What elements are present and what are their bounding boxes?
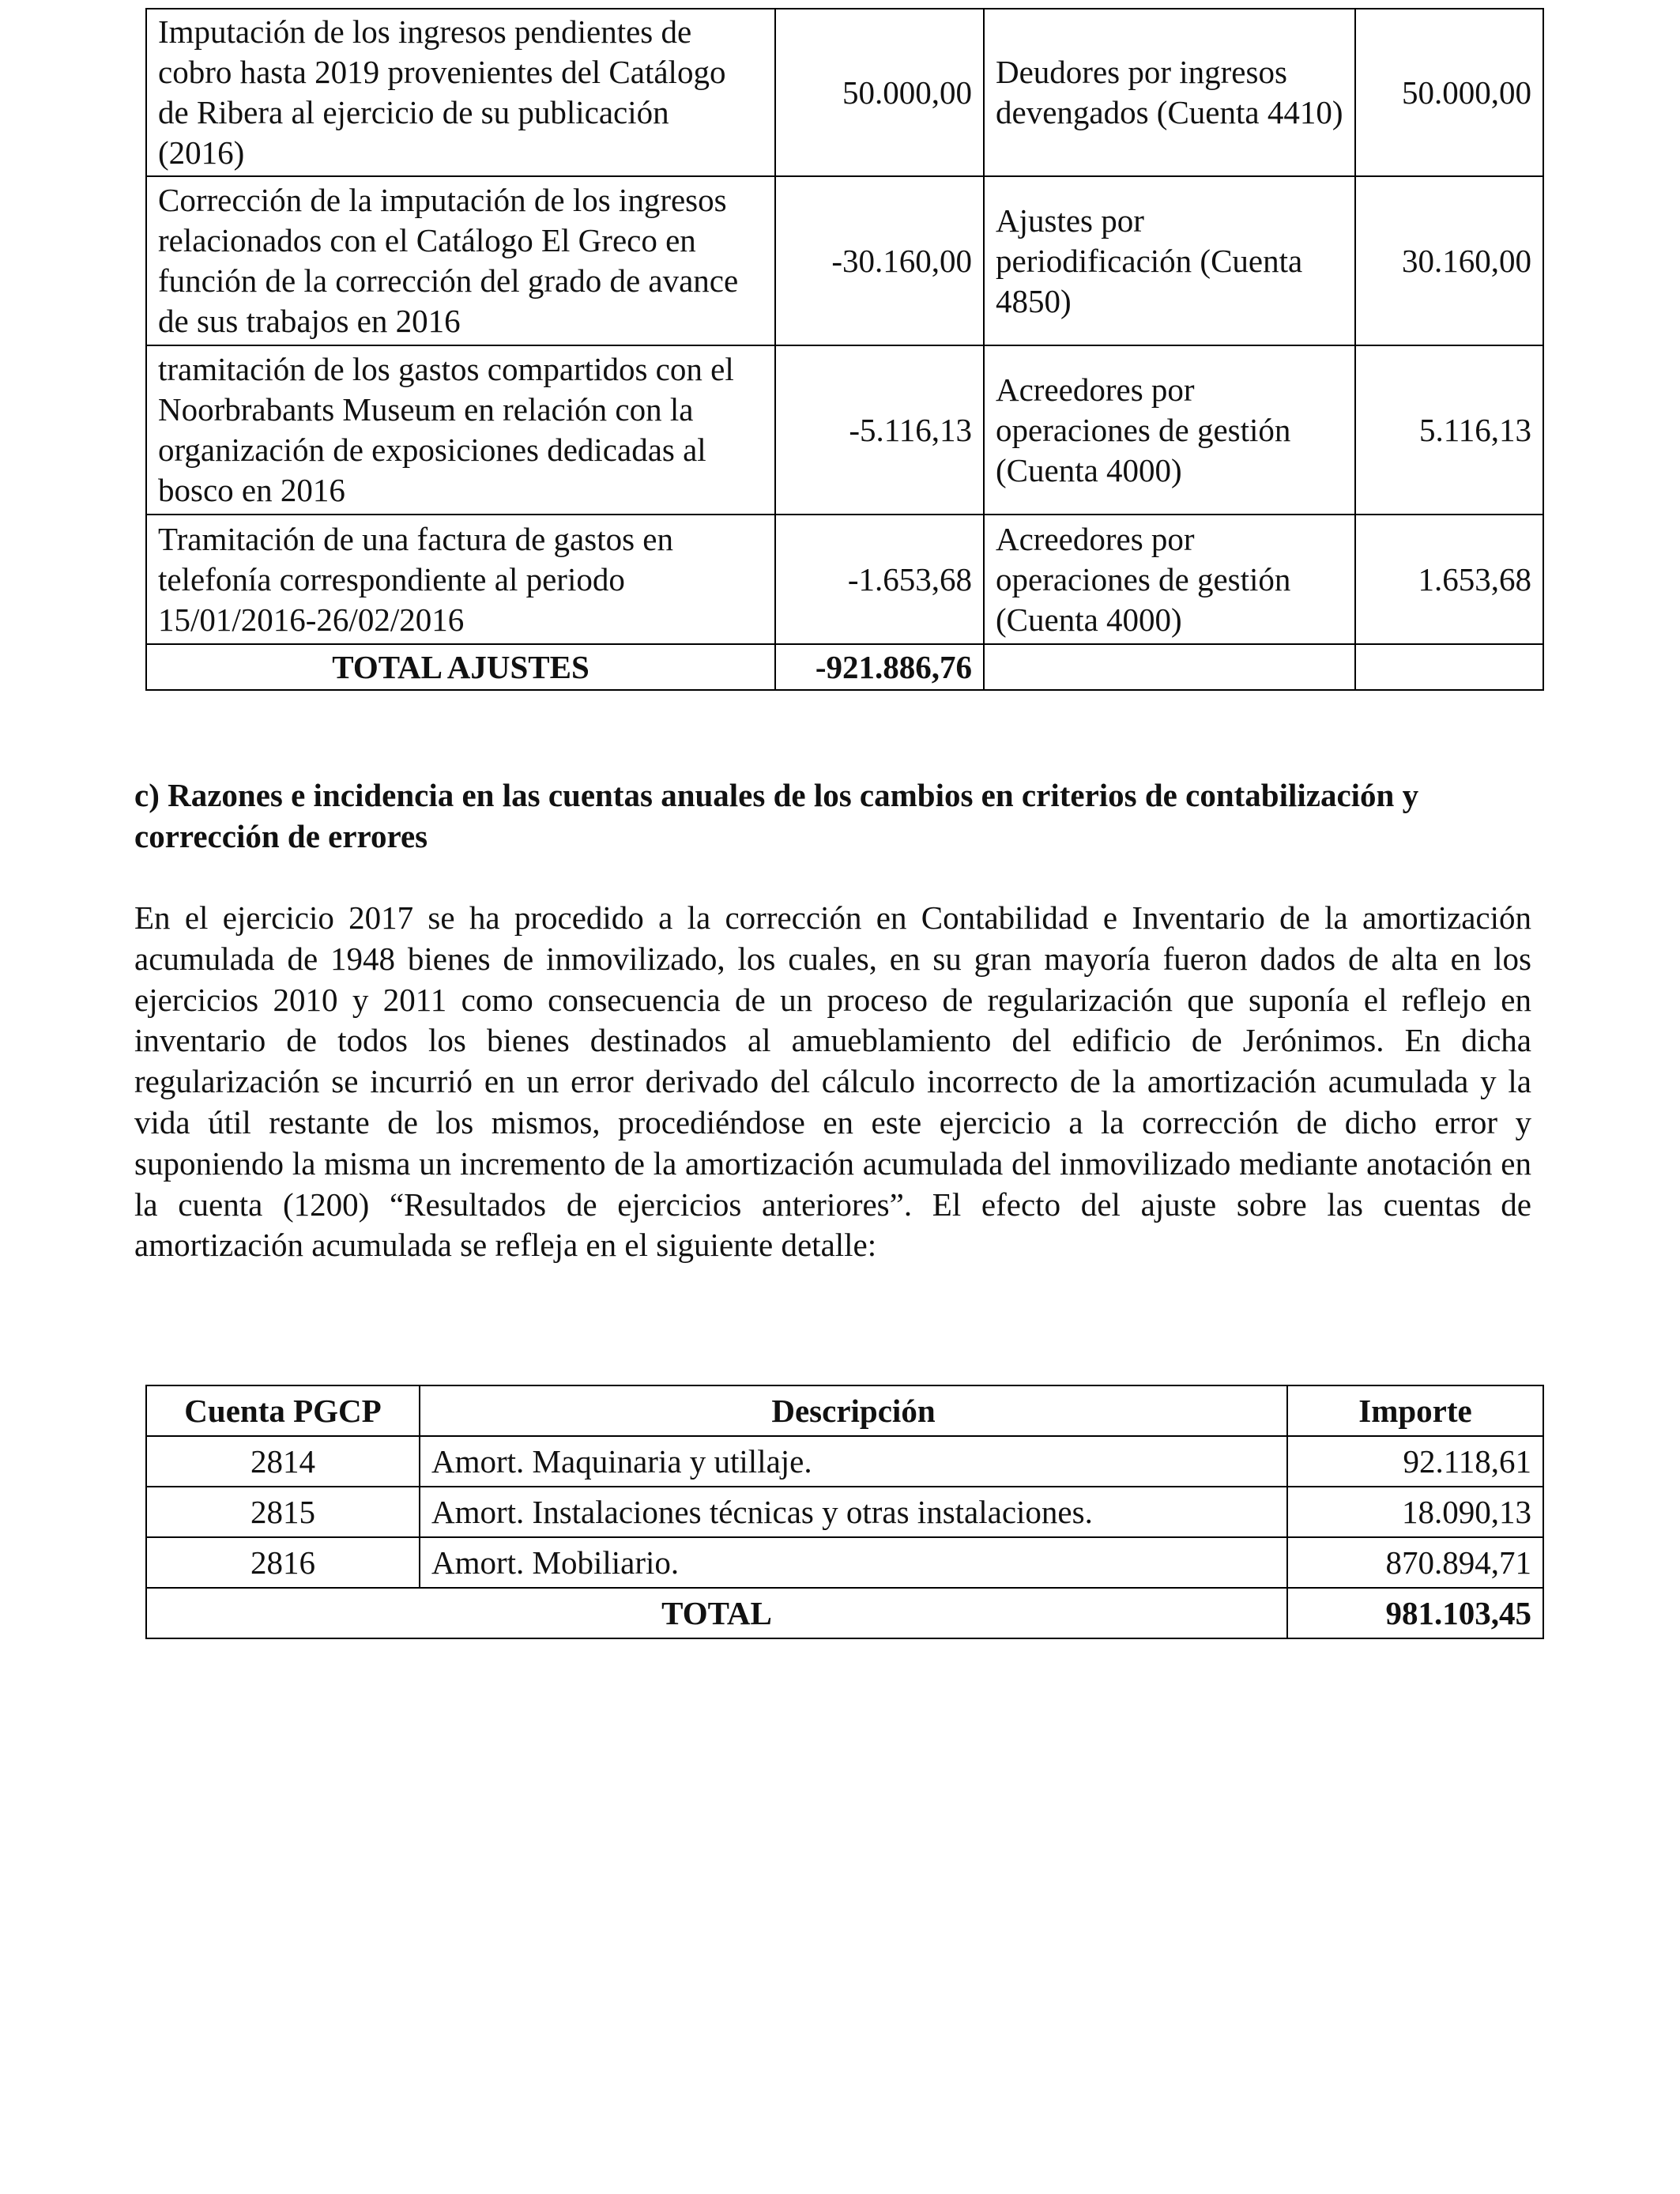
total-label: TOTAL AJUSTES xyxy=(146,644,775,690)
adjustment-account-amount: 1.653,68 xyxy=(1355,515,1543,644)
empty-cell xyxy=(1355,644,1543,690)
table-row xyxy=(146,515,1543,644)
table-row xyxy=(146,1436,1543,1487)
account-amount: 870.894,71 xyxy=(1287,1537,1543,1588)
adjustment-account: Acreedores por operaciones de gestión (Cuenta 4000) xyxy=(984,345,1355,515)
account-amount: 18.090,13 xyxy=(1287,1487,1543,1537)
total-label: TOTAL xyxy=(146,1588,1287,1638)
adjustment-account-amount: 5.116,13 xyxy=(1355,345,1543,515)
empty-cell xyxy=(984,644,1355,690)
column-header-amount: Importe xyxy=(1287,1385,1543,1436)
total-row xyxy=(146,1588,1543,1638)
table-row xyxy=(146,176,1543,345)
adjustment-account: Acreedores por operaciones de gestión (Cuenta 4000) xyxy=(984,515,1355,644)
adjustment-amount: -5.116,13 xyxy=(775,345,984,515)
total-amount: 981.103,45 xyxy=(1287,1588,1543,1638)
account-description: Amort. Instalaciones técnicas y otras instalaciones. xyxy=(420,1487,1287,1537)
adjustment-account: Deudores por ingresos devengados (Cuenta 4410) xyxy=(984,9,1355,176)
column-header-account: Cuenta PGCP xyxy=(146,1385,420,1436)
total-amount: -921.886,76 xyxy=(775,644,984,690)
adjustment-account-amount: 30.160,00 xyxy=(1355,176,1543,345)
adjustment-concept: Tramitación de una factura de gastos en telefonía correspondiente al periodo 15/01/2016-26/02/2016 xyxy=(146,515,775,644)
account-code: 2815 xyxy=(146,1487,420,1537)
adjustment-account-amount: 50.000,00 xyxy=(1355,9,1543,176)
table-row xyxy=(146,345,1543,515)
table-header-row xyxy=(146,1385,1543,1436)
table-row xyxy=(146,1537,1543,1588)
amortization-table xyxy=(145,1385,1544,1639)
adjustment-amount: 50.000,00 xyxy=(775,9,984,176)
column-header-description: Descripción xyxy=(420,1385,1287,1436)
section-heading: c) Razones e incidencia en las cuentas anuales de los cambios en criterios de contabilización y corrección de errores xyxy=(134,777,1419,854)
adjustment-concept: tramitación de los gastos compartidos con el Noorbrabants Museum en relación con la organización de exposiciones dedicadas al bosco en 2016 xyxy=(146,345,775,515)
adjustment-concept: Imputación de los ingresos pendientes de cobro hasta 2019 provenientes del Catálogo de Ribera al ejercicio de su publicación (2016) xyxy=(146,9,775,176)
table-row xyxy=(146,9,1543,176)
account-code: 2814 xyxy=(146,1436,420,1487)
body-paragraph: En el ejercicio 2017 se ha procedido a la corrección en Contabilidad e Inventario de la amortización acumulada de 1948 bienes de inmovilizado, los cuales, en su gran mayoría fueron dados de alta en los ejercicios 2010 y 2011 como consecuencia de un proceso de regularización que suponía el reflejo en inventario de todos los bienes destinados al amueblamiento del edificio de Jerónimos. En dicha regularización se incurrió en un error derivado del cálculo incorrecto de la amortización acumulada y la vida útil restante de los mismos, procediéndose en este ejercicio a la corrección de dicho error y suponiendo la misma un incremento de la amortización acumulada del inmovilizado mediante anotación en la cuenta (1200) “Resultados de ejercicios anteriores”. El efecto del ajuste sobre las cuentas de amortización acumulada se refleja en el siguiente detalle: xyxy=(134,899,1531,1264)
adjustment-amount: -30.160,00 xyxy=(775,176,984,345)
adjustments-table xyxy=(145,8,1544,691)
account-code: 2816 xyxy=(146,1537,420,1588)
adjustment-account: Ajustes por periodificación (Cuenta 4850) xyxy=(984,176,1355,345)
account-description: Amort. Maquinaria y utillaje. xyxy=(420,1436,1287,1487)
table-row xyxy=(146,1487,1543,1537)
account-amount: 92.118,61 xyxy=(1287,1436,1543,1487)
total-row xyxy=(146,644,1543,690)
account-description: Amort. Mobiliario. xyxy=(420,1537,1287,1588)
adjustment-amount: -1.653,68 xyxy=(775,515,984,644)
adjustment-concept: Corrección de la imputación de los ingresos relacionados con el Catálogo El Greco en función de la corrección del grado de avance de sus trabajos en 2016 xyxy=(146,176,775,345)
